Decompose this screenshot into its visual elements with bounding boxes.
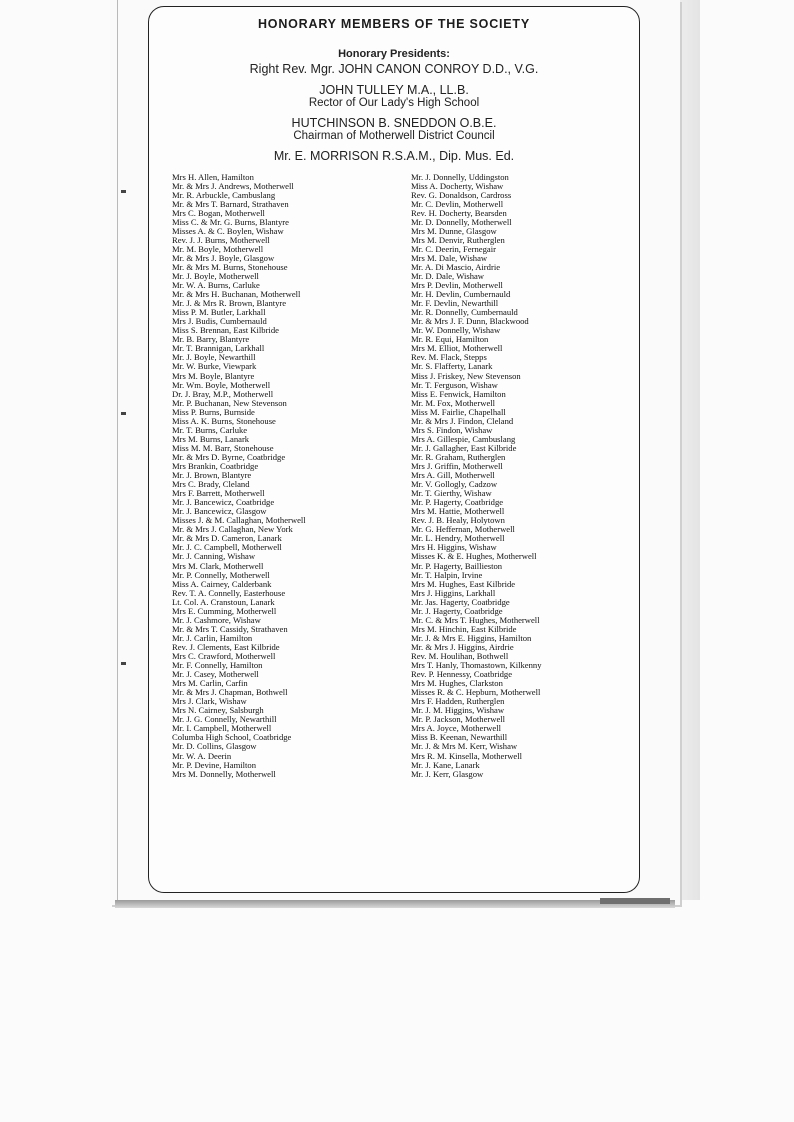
member-entry: Miss E. Fenwick, Hamilton <box>411 388 506 399</box>
staple-mark <box>121 662 126 665</box>
member-entry: Mr. F. Connelly, Hamilton <box>172 660 263 671</box>
member-entry: Mrs T. Hanly, Thomastown, Kilkenny <box>411 660 542 671</box>
member-entry: Mr. J. Donnelly, Uddingston <box>411 171 509 182</box>
member-entry: Mr. & Mrs J. Boyle, Glasgow <box>172 252 275 263</box>
member-entry: Mrs M. Hughes, Clarkston <box>411 678 503 689</box>
members-list-left <box>172 173 306 779</box>
member-entry: Miss M. M. Barr, Stonehouse <box>172 442 274 453</box>
member-entry: Miss C. & Mr. G. Burns, Blantyre <box>172 216 289 227</box>
member-entry: Mr. J. Bancewicz, Coatbridge <box>172 497 275 508</box>
member-entry: Mr. P. Connelly, Motherwell <box>172 569 270 580</box>
member-entry: Mr. & Mrs J. F. Dunn, Blackwood <box>411 316 529 327</box>
member-entry: Mr. J. Gallagher, East Kilbride <box>411 442 517 453</box>
member-entry: Mrs J. Higgins, Larkhall <box>411 587 496 598</box>
member-entry: Mr. & Mrs J. Andrews, Motherwell <box>172 180 294 191</box>
member-entry: Mr. J. & Mrs M. Kerr, Wishaw <box>411 741 518 752</box>
member-entry: Misses K. & E. Hughes, Motherwell <box>411 551 537 562</box>
member-entry: Mr. C. Devlin, Motherwell <box>411 198 504 209</box>
member-entry: Mrs J. Budis, Cumbernauld <box>172 316 267 327</box>
member-entry: Mrs J. Clark, Wishaw <box>172 696 247 707</box>
member-entry: Miss P. M. Butler, Larkhall <box>172 307 266 318</box>
member-entry: Miss B. Keenan, Newarthill <box>411 732 508 743</box>
member-entry: Mr. R. Arbuckle, Cambuslang <box>172 189 276 200</box>
binding-fold <box>117 0 118 900</box>
member-entry: Mr. J. Boyle, Motherwell <box>172 271 259 282</box>
member-entry: Mrs H. Higgins, Wishaw <box>411 542 497 553</box>
member-entry: Mr. S. Flafferty, Lanark <box>411 361 493 372</box>
member-entry: Mrs Brankin, Coatbridge <box>172 461 259 471</box>
member-entry: Mrs M. Elliot, Motherwell <box>411 343 503 354</box>
member-entry: Mrs P. Devlin, Motherwell <box>411 280 503 291</box>
member-entry: Mr. J. Brown, Blantyre <box>172 470 252 481</box>
member-entry: Mrs A. Gill, Motherwell <box>411 470 495 481</box>
member-entry: Mr. R. Equi, Hamilton <box>411 334 489 345</box>
member-entry: Mr. J. Canning, Wishaw <box>172 551 256 562</box>
member-entry: Mr. M. Boyle, Motherwell <box>172 243 264 254</box>
member-entry: Mr. J. Bancewicz, Glasgow <box>172 506 267 517</box>
president-title: Chairman of Motherwell District Council <box>293 130 495 142</box>
member-entry: Mrs M. Donnelly, Motherwell <box>172 768 276 779</box>
member-entry: Mr. W. A. Deerin <box>172 750 232 761</box>
member-entry: Mr. B. Barry, Blantyre <box>172 334 250 345</box>
member-entry: Mr. L. Hendry, Motherwell <box>411 533 505 544</box>
member-entry: Mr. F. Devlin, Newarthill <box>411 298 499 309</box>
member-entry: Mrs M. Hattie, Motherwell <box>411 506 505 517</box>
member-entry: Rev. J. B. Healy, Holytown <box>411 515 505 526</box>
member-entry: Mrs M. Carlin, Carfin <box>172 678 248 689</box>
member-entry: Mr. D. Donnelly, Motherwell <box>411 216 512 227</box>
member-entry: Mr. V. Gollogly, Cadzow <box>411 479 498 490</box>
member-entry: Mrs M. Denvir, Rutherglen <box>411 234 505 245</box>
member-entry: Mrs C. Bogan, Motherwell <box>172 207 265 218</box>
member-entry: Rev. M. Houlihan, Bothwell <box>411 650 509 661</box>
page-title: HONORARY MEMBERS OF THE SOCIETY <box>257 17 531 31</box>
member-entry: Mr. J. Casey, Motherwell <box>172 669 259 680</box>
member-entry: Mr. P. Buchanan, New Stevenson <box>172 397 287 408</box>
member-entry: Misses A. & C. Boylen, Wishaw <box>172 225 284 236</box>
member-entry: Mr. M. Fox, Motherwell <box>411 397 496 408</box>
member-entry: Mrs M. Hinchin, East Kilbride <box>411 623 517 634</box>
member-entry: Mr. H. Devlin, Cumbernauld <box>411 289 511 300</box>
member-entry: Mr. & Mrs J. Findon, Cleland <box>411 415 514 426</box>
member-entry: Mrs C. Brady, Cleland <box>172 479 250 490</box>
member-entry: Miss J. Friskey, New Stevenson <box>411 370 521 381</box>
member-entry: Mr. A. Di Mascio, Airdrie <box>411 261 501 272</box>
president-line: Mr. E. MORRISON R.S.A.M., Dip. Mus. Ed. <box>273 149 515 163</box>
member-entry: Mr. & Mrs D. Byrne, Coatbridge <box>172 451 286 462</box>
member-entry: Mrs F. Hadden, Rutherglen <box>411 696 505 707</box>
member-entry: Miss A. Cairney, Calderbank <box>172 578 272 589</box>
member-entry: Rev. P. Hennessy, Coatbridge <box>411 669 513 680</box>
president-title: Rector of Our Lady's High School <box>308 97 480 109</box>
member-entry: Mr. J. G. Connelly, Newarthill <box>172 714 277 725</box>
member-entry: Rev. M. Flack, Stepps <box>411 352 487 363</box>
member-entry: Mr. P. Devine, Hamilton <box>172 759 257 770</box>
member-entry: Mr. C. & Mrs T. Hughes, Motherwell <box>411 614 540 625</box>
member-entry: Mr. T. Gierthy, Wishaw <box>411 488 492 499</box>
member-entry: Mr. J. Cashmore, Wishaw <box>172 614 261 625</box>
member-entry: Mr. & Mrs D. Cameron, Lanark <box>172 533 282 544</box>
member-entry: Mr. & Mrs T. Barnard, Strathaven <box>172 198 289 209</box>
member-entry: Mr. J. Kane, Lanark <box>411 759 480 770</box>
member-entry: Mr. & Mrs J. Higgins, Airdrie <box>411 641 514 652</box>
member-entry: Mr. J. Carlin, Hamilton <box>172 632 253 643</box>
member-entry: Mr. Wm. Boyle, Motherwell <box>172 379 271 390</box>
member-entry: Mr. J. Kerr, Glasgow <box>411 768 484 779</box>
member-entry: Miss S. Brennan, East Kilbride <box>172 325 279 336</box>
member-entry: Mr. W. Burke, Viewpark <box>172 361 257 372</box>
member-entry: Columba High School, Coatbridge <box>172 732 292 743</box>
member-entry: Dr. J. Bray, M.P., Motherwell <box>172 388 274 399</box>
member-entry: Mrs F. Barrett, Motherwell <box>172 488 265 499</box>
member-entry: Mr. W. A. Burns, Carluke <box>172 280 260 291</box>
staple-mark <box>121 412 126 415</box>
president-line: JOHN TULLEY M.A., LL.B. <box>319 83 469 97</box>
member-entry: Mr. P. Hagerty, Coatbridge <box>411 497 504 508</box>
member-entry: Mr. T. Halpin, Irvine <box>411 569 483 580</box>
staple-mark <box>121 190 126 193</box>
member-entry: Lt. Col. A. Cranstoun, Lanark <box>172 596 275 607</box>
member-entry: Mr. I. Campbell, Motherwell <box>172 723 272 734</box>
member-entry: Misses R. & C. Hepburn, Motherwell <box>411 687 541 698</box>
member-entry: Mr. R. Graham, Rutherglen <box>411 451 506 462</box>
member-entry: Mrs E. Cumming, Motherwell <box>172 605 277 616</box>
members-list-right <box>411 173 542 779</box>
member-entry: Rev. J. Clements, East Kilbride <box>172 641 280 652</box>
member-entry: Mrs A. Gillespie, Cambuslang <box>411 433 516 444</box>
member-entry: Mrs M. Boyle, Blantyre <box>172 370 255 381</box>
member-entry: Mr. J. Boyle, Newarthill <box>172 352 256 363</box>
member-entry: Miss A. K. Burns, Stonehouse <box>172 415 276 426</box>
member-entry: Mr. J. C. Campbell, Motherwell <box>172 542 282 553</box>
member-entry: Mr. & Mrs J. Callaghan, New York <box>172 524 293 535</box>
page-bottom-edge <box>115 900 675 908</box>
member-entry: Mrs S. Findon, Wishaw <box>411 424 493 435</box>
member-entry: Mr. Jas. Hagerty, Coatbridge <box>411 596 510 607</box>
member-entry: Misses J. & M. Callaghan, Motherwell <box>172 515 306 526</box>
presidents-label: Honorary Presidents: <box>338 48 450 60</box>
member-entry: Mrs A. Joyce, Motherwell <box>411 723 501 734</box>
member-entry: Mr. T. Ferguson, Wishaw <box>411 379 498 390</box>
member-entry: Mr. G. Heffernan, Motherwell <box>411 524 515 535</box>
member-entry: Mr. W. Donnelly, Wishaw <box>411 325 501 336</box>
member-entry: Mr. J. & Mrs E. Higgins, Hamilton <box>411 632 532 643</box>
member-entry: Mr. T. Brannigan, Larkhall <box>172 343 265 354</box>
member-entry: Mrs H. Allen, Hamilton <box>172 171 254 182</box>
page-bottom-shadow <box>600 898 670 904</box>
member-entry: Rev. H. Docherty, Bearsden <box>411 207 507 218</box>
member-entry: Rev. T. A. Connelly, Easterhouse <box>172 587 286 598</box>
member-entry: Mr. R. Donnelly, Cumbernauld <box>411 307 518 318</box>
member-entry: Mr. D. Collins, Glasgow <box>172 741 257 752</box>
member-entry: Mrs J. Griffin, Motherwell <box>411 461 503 471</box>
member-entry: Mrs M. Dunne, Glasgow <box>411 225 497 236</box>
member-entry: Mrs M. Clark, Motherwell <box>172 560 264 571</box>
member-entry: Mr. T. Burns, Carluke <box>172 424 248 435</box>
member-entry: Mrs C. Crawford, Motherwell <box>172 650 276 661</box>
president-line: Right Rev. Mgr. JOHN CANON CONROY D.D., V.G. <box>249 62 539 76</box>
member-entry: Rev. J. J. Burns, Motherwell <box>172 234 270 245</box>
member-entry: Miss M. Fairlie, Chapelhall <box>411 406 506 417</box>
member-entry: Mr. P. Hagerty, Baillieston <box>411 560 503 571</box>
member-entry: Mr. P. Jackson, Motherwell <box>411 714 506 725</box>
member-entry: Mr. & Mrs T. Cassidy, Strathaven <box>172 623 288 634</box>
member-entry: Mrs M. Dale, Wishaw <box>411 252 488 263</box>
member-entry: Mr. J. & Mrs R. Brown, Blantyre <box>172 298 287 309</box>
member-entry: Rev. G. Donaldson, Cardross <box>411 189 512 200</box>
member-entry: Mr. & Mrs M. Burns, Stonehouse <box>172 261 288 272</box>
member-entry: Mr. & Mrs H. Buchanan, Motherwell <box>172 289 301 300</box>
member-entry: Miss P. Burns, Burnside <box>172 406 255 417</box>
member-entry: Mr. D. Dale, Wishaw <box>411 271 485 282</box>
member-entry: Mrs N. Cairney, Salsburgh <box>172 705 264 716</box>
member-entry: Miss A. Docherty, Wishaw <box>411 180 504 191</box>
member-entry: Mr. J. M. Higgins, Wishaw <box>411 705 505 716</box>
member-entry: Mrs M. Burns, Lanark <box>172 433 250 444</box>
member-entry: Mr. C. Deerin, Fernegair <box>411 243 496 254</box>
member-entry: Mrs M. Hughes, East Kilbride <box>411 578 516 589</box>
member-entry: Mrs R. M. Kinsella, Motherwell <box>411 750 522 761</box>
president-line: HUTCHINSON B. SNEDDON O.B.E. <box>291 116 497 130</box>
member-entry: Mr. & Mrs J. Chapman, Bothwell <box>172 687 288 698</box>
member-entry: Mr. J. Hagerty, Coatbridge <box>411 605 503 616</box>
